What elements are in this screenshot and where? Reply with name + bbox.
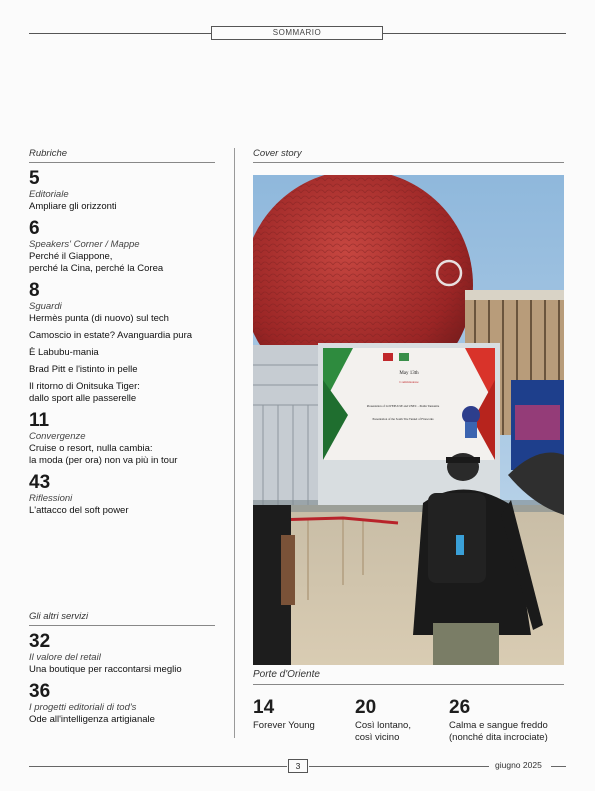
toc-entry[interactable]	[29, 219, 215, 275]
footer-rule	[309, 766, 489, 767]
page-footer	[29, 759, 566, 773]
page-number: 6	[29, 218, 40, 239]
section-title-rubriche: Rubriche	[29, 148, 215, 163]
page-number: 8	[29, 280, 40, 301]
entry-category: I progetti editoriali di tod's	[29, 702, 137, 713]
entry-title[interactable]: Hermès punta (di nuovo) sul tech	[29, 313, 169, 324]
issue-date: giugno 2025	[495, 760, 542, 770]
story-title[interactable]: Calma e sangue freddo (nonché dita incrociate)	[449, 720, 548, 743]
section-title-servizi: Gli altri servizi	[29, 611, 215, 626]
toc-entry[interactable]	[29, 281, 215, 405]
screen-text-4: Presentation of the South Tire Tunnel of Fireworks	[372, 417, 434, 421]
screen-text-2: Commissione	[399, 380, 419, 384]
page-number: 36	[29, 681, 51, 702]
entry-category: Speakers' Corner / Mappe	[29, 239, 140, 250]
entry-title[interactable]: Il ritorno di Onitsuka Tiger: dallo sport alle passerelle	[29, 381, 140, 404]
page-number-box: 3	[288, 759, 308, 773]
page-number: 26	[449, 697, 471, 718]
story-title[interactable]: Forever Young	[253, 720, 315, 731]
cover-story-entry[interactable]	[355, 698, 411, 744]
entry-title[interactable]: Una boutique per raccontarsi meglio	[29, 664, 182, 675]
cover-caption: Porte d'Oriente	[253, 669, 564, 685]
right-column	[253, 148, 564, 163]
toc-entry[interactable]	[29, 411, 215, 467]
toc-entry[interactable]	[29, 169, 215, 213]
footer-rule	[551, 766, 566, 767]
header-label: SOMMARIO	[211, 26, 383, 40]
section-title-cover-story: Cover story	[253, 148, 564, 163]
page-number: 20	[355, 697, 377, 718]
entry-title[interactable]: Ode all'intelligenza artigianale	[29, 714, 155, 725]
top-header	[29, 26, 566, 40]
cover-photo-illustration	[253, 175, 564, 665]
entry-category: Il valore del retail	[29, 652, 101, 663]
entry-category: Editoriale	[29, 189, 69, 200]
page-number: 43	[29, 472, 51, 493]
cover-story-entry[interactable]	[253, 698, 315, 732]
page-number: 14	[253, 697, 275, 718]
page-number: 5	[29, 168, 40, 189]
page-number: 11	[29, 410, 50, 431]
entry-title[interactable]: Ampliare gli orizzonti	[29, 201, 117, 212]
cover-photo[interactable]	[253, 175, 564, 665]
left-column-services	[29, 611, 215, 731]
entry-title[interactable]: Brad Pitt e l'istinto in pelle	[29, 364, 138, 375]
entry-category: Convergenze	[29, 431, 86, 442]
screen-text-1: May 13th	[399, 371, 419, 376]
left-column	[29, 148, 215, 522]
story-title[interactable]: Così lontano, così vicino	[355, 720, 411, 743]
screen-text-3: Presentation of LOVEPULSE and UNEC - Xialin Tanzanite	[366, 404, 440, 408]
entry-category: Riflessioni	[29, 493, 73, 504]
page-number: 32	[29, 631, 51, 652]
entry-category: Sguardi	[29, 301, 62, 312]
cover-story-entry[interactable]	[449, 698, 548, 744]
entry-title[interactable]: Camoscio in estate? Avanguardia pura	[29, 330, 193, 341]
toc-entry[interactable]	[29, 682, 215, 726]
entry-title[interactable]: Cruise o resort, nulla cambia: la moda (per ora) non va più in tour	[29, 443, 178, 466]
toc-entry[interactable]	[29, 473, 215, 517]
entry-title[interactable]: Perché il Giappone, perché la Cina, perché la Corea	[29, 251, 164, 274]
column-divider	[234, 148, 235, 738]
toc-entry[interactable]	[29, 632, 215, 676]
footer-rule	[29, 766, 287, 767]
entry-title[interactable]: L'attacco del soft power	[29, 505, 129, 516]
entry-title[interactable]: È Labubu-mania	[29, 347, 99, 358]
